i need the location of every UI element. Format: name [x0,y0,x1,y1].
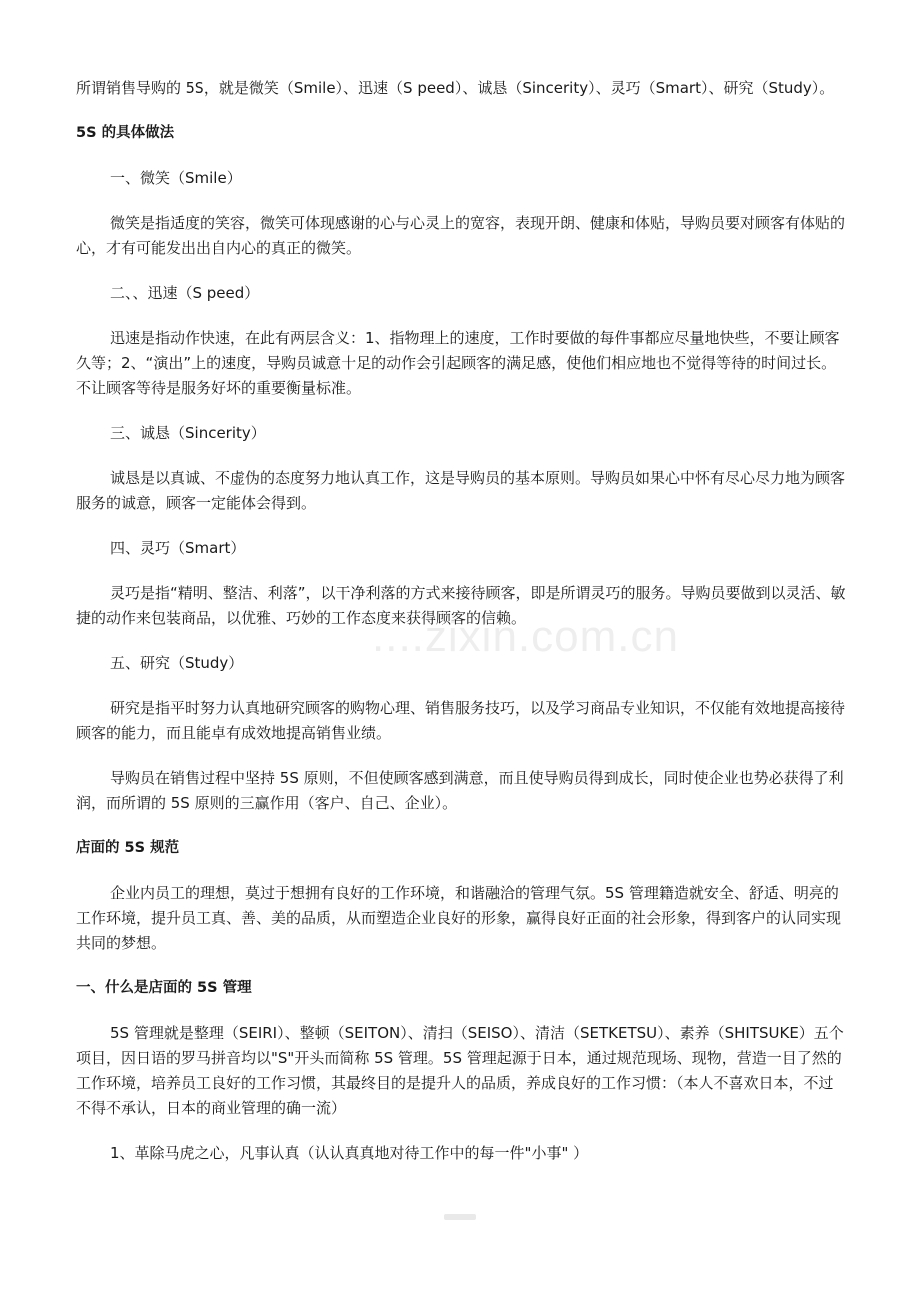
section-heading-store-5s: 店面的 5S 规范 [76,840,180,856]
what-is-5s-paragraph: 5S 管理就是整理（SEIRI）、整顿（SEITON）、清扫（SEISO）、清洁（SETKETSU）、素养（SHITSUKE）五个项目，因日语的罗马拼音均以"S"开头而简称 5S 管理。5S 管理起源于日本，通过规范现场、现物，营造一目了然的工作环境，培养员工良好的工作习惯，其最终目的是提升人的品质，养成良好的工作习惯：（本人不喜欢日本，不过不得不承认，日本的商业管理的确一流） [76,1024,844,1117]
point-1-paragraph: 1、革除马虎之心，凡事认真（认认真真地对待工作中的每一件"小事" ） [110,1144,589,1162]
store-5s-paragraph: 企业内员工的理想，莫过于想拥有良好的工作环境，和谐融洽的管理气氛。5S 管理籍造就安全、舒适、明亮的工作环境，提升员工真、善、美的品质，从而塑造企业良好的形象，赢得良好正面的社会形象，得到客户的认同实现共同的梦想。 [76,884,842,952]
intro-paragraph [76,76,848,101]
section-heading-what-is-5s: 一、什么是店面的 5S 管理 [76,980,252,996]
footer-mark [444,1214,476,1220]
item-body-study: 研究是指平时努力认真地研究顾客的购物心理、销售服务技巧，以及学习商品专业知识，不仅能有效地提高接待顾客的能力，而且能卓有成效地提高销售业绩。 [76,699,846,742]
item-title-smile: 一、微笑（Smile） [110,169,242,187]
conclusion-paragraph: 导购员在销售过程中坚持 5S 原则，不但使顾客感到满意，而且使导购员得到成长，同时使企业也势必获得了利润，而所谓的 5S 原则的三赢作用（客户、自己、企业）。 [76,769,844,812]
item-body-sincerity: 诚恳是以真诚、不虚伪的态度努力地认真工作，这是导购员的基本原则。导购员如果心中怀有尽心尽力地为顾客服务的诚意，顾客一定能体会得到。 [76,469,846,512]
item-title-speed: 二、、迅速（S peed） [110,284,260,302]
item-title-study: 五、研究（Study） [110,654,244,672]
item-body-smile: 微笑是指适度的笑容，微笑可体现感谢的心与心灵上的宽容，表现开朗、健康和体贴，导购员要对顾客有体贴的心，才有可能发出出自内心的真正的微笑。 [76,214,846,257]
item-title-sincerity: 三、诚恳（Sincerity） [110,424,266,442]
intro-code: 5S [185,79,204,97]
watermark-text: ....zixin.com.cn [372,612,679,661]
item-title-smart: 四、灵巧（Smart） [110,539,246,557]
section-heading-5s-methods: 5S 的具体做法 [76,125,175,141]
intro-rest: ，就是微笑（Smile）、迅速（S peed）、诚恳（Sincerity）、灵巧（Smart）、研究（Study）。 [203,79,835,97]
intro-prefix: 所谓销售导购的 [76,79,186,97]
item-body-smart: 灵巧是指“精明、整洁、利落”，以干净利落的方式来接待顾客，即是所谓灵巧的服务。导购员要做到以灵活、敏捷的动作来包装商品，以优雅、巧妙的工作态度来获得顾客的信赖。 [76,584,846,627]
document-page [76,76,848,1166]
item-body-speed: 迅速是指动作快速，在此有两层含义：1、指物理上的速度，工作时要做的每件事都应尽量地快些，不要让顾客久等；2、“演出”上的速度，导购员诚意十足的动作会引起顾客的满足感，使他们相应地也不觉得等待的时间过长。不让顾客等待是服务好坏的重要衡量标准。 [76,329,840,397]
